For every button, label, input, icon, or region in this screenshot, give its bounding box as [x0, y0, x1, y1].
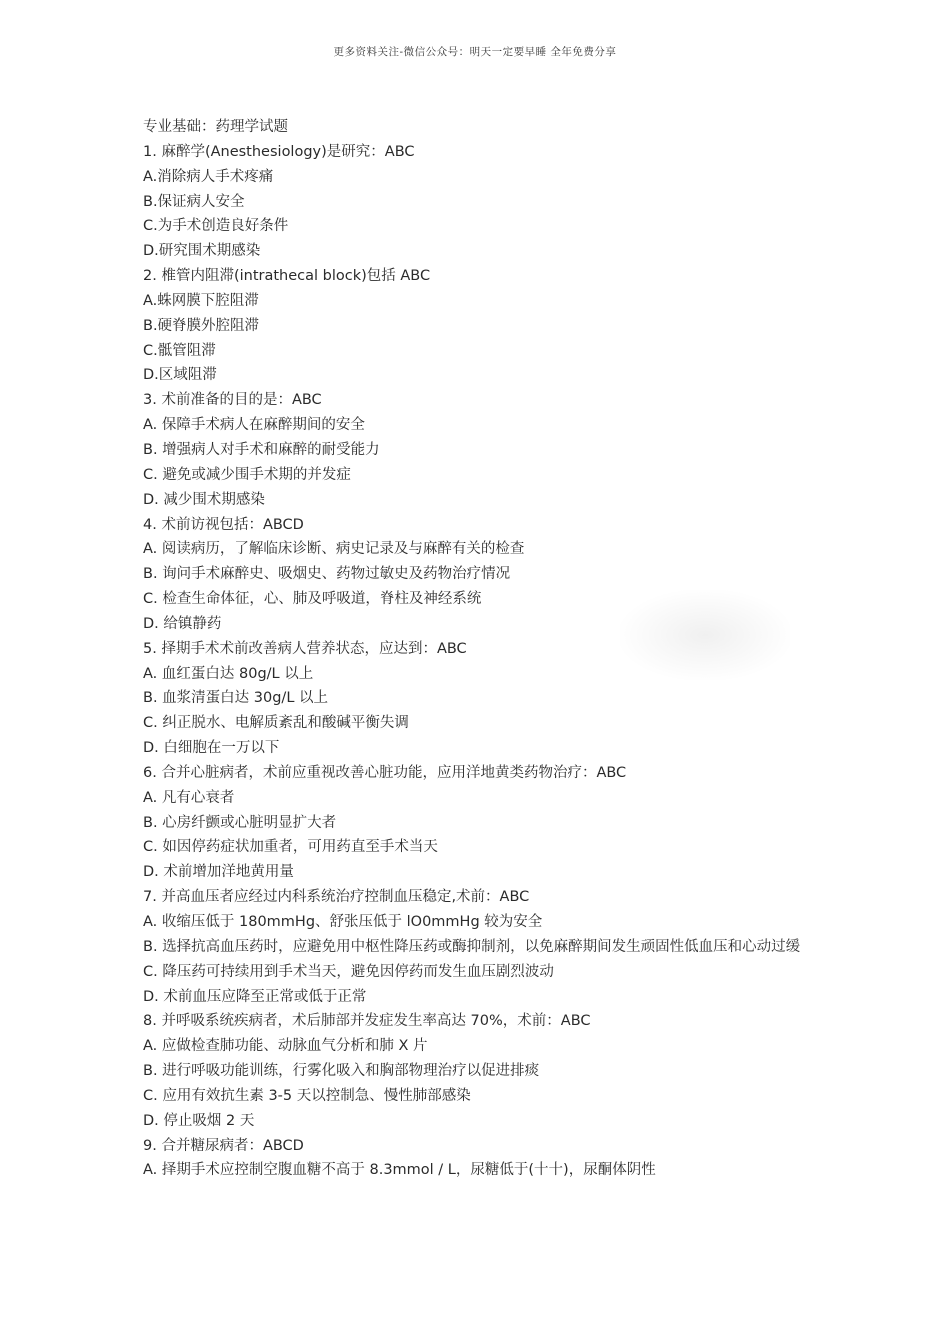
text-line: 3. 术前准备的目的是：ABC [143, 392, 322, 409]
text-line: D. 白细胞在一万以下 [143, 740, 280, 757]
text-line: D. 停止吸烟 2 天 [143, 1112, 255, 1129]
text-line: C. 检查生命体征，心、肺及呼吸道，脊柱及神经系统 [143, 591, 482, 608]
text-line: 5. 择期手术术前改善病人营养状态，应达到：ABC [143, 640, 467, 657]
text-line: A. 阅读病历，了解临床诊断、病史记录及与麻醉有关的检查 [143, 541, 525, 558]
text-line: D. 给镇静药 [143, 615, 222, 632]
text-line: B. 增强病人对手术和麻醉的耐受能力 [143, 441, 380, 458]
text-line: A. 择期手术应控制空腹血糖不高于 8.3mmol / L，尿糖低于(十十)，尿酮体阴性 [143, 1162, 656, 1179]
document-title: 专业基础：药理学试题 [143, 119, 288, 135]
text-line: 9. 合并糖尿病者：ABCD [143, 1137, 304, 1154]
text-line: 8. 并呼吸系统疾病者，术后肺部并发症发生率高达 70%，术前：ABC [143, 1013, 591, 1030]
text-line: D. 术前血压应降至正常或低于正常 [143, 988, 367, 1005]
text-line: D.区域阻滞 [143, 367, 217, 384]
text-line: D. 术前增加洋地黄用量 [143, 864, 294, 881]
text-line: A. 收缩压低于 180mmHg、舒张压低于 lO0mmHg 较为安全 [143, 914, 543, 930]
text-line: A.消除病人手术疼痛 [143, 168, 274, 185]
text-line: B. 血浆清蛋白达 30g/L 以上 [143, 690, 329, 707]
text-line: B. 进行呼吸功能训练，行雾化吸入和胸部物理治疗以促进排痰 [143, 1063, 540, 1080]
text-line: C. 纠正脱水、电解质紊乱和酸碱平衡失调 [143, 715, 409, 732]
text-line: A. 凡有心衰者 [143, 789, 235, 806]
text-line: 2. 椎管内阻滞(intrathecal block)包括 ABC [143, 268, 431, 285]
text-line: A. 应做检查肺功能、动脉血气分析和肺 X 片 [143, 1038, 428, 1055]
text-line: C. 避免或减少围手术期的并发症 [143, 466, 351, 483]
text-line: B. 询问手术麻醉史、吸烟史、药物过敏史及药物治疗情况 [143, 566, 511, 583]
text-line: 7. 并高血压者应经过内科系统治疗控制血压稳定,术前：ABC [143, 889, 530, 906]
text-line: 6. 合并心脏病者，术前应重视改善心脏功能，应用洋地黄类药物治疗：ABC [143, 764, 627, 781]
text-line: C.骶管阻滞 [143, 342, 216, 359]
text-line: C. 应用有效抗生素 3-5 天以控制急、慢性肺部感染 [143, 1087, 471, 1104]
text-line: D.研究围术期感染 [143, 243, 261, 260]
document-body [143, 115, 823, 1183]
text-line: 1. 麻醉学(Anesthesiology)是研究：ABC [143, 143, 415, 160]
text-line: C. 如因停药症状加重者，可用药直至手术当天 [143, 839, 438, 856]
text-line: B.硬脊膜外腔阻滞 [143, 317, 260, 334]
text-line: A. 保障手术病人在麻醉期间的安全 [143, 417, 365, 434]
text-line: D. 减少围术期感染 [143, 491, 265, 508]
text-line: A. 血红蛋白达 80g/L 以上 [143, 665, 314, 682]
text-line: A.蛛网膜下腔阻滞 [143, 292, 259, 309]
page-header-notice: 更多资料关注-微信公众号：明天一定要早睡 全年免费分享 [333, 46, 617, 58]
text-line: B. 选择抗高血压药时，应避免用中枢性降压药或酶抑制剂，以免麻醉期间发生顽固性低血压和心动过缓 [143, 938, 801, 955]
text-line: C. 降压药可持续用到手术当天，避免因停药而发生血压剧烈波动 [143, 963, 554, 980]
text-line: B. 心房纤颤或心脏明显扩大者 [143, 814, 337, 831]
text-line: B.保证病人安全 [143, 193, 245, 210]
text-line: C.为手术创造良好条件 [143, 218, 289, 235]
text-line: 4. 术前访视包括：ABCD [143, 516, 304, 533]
